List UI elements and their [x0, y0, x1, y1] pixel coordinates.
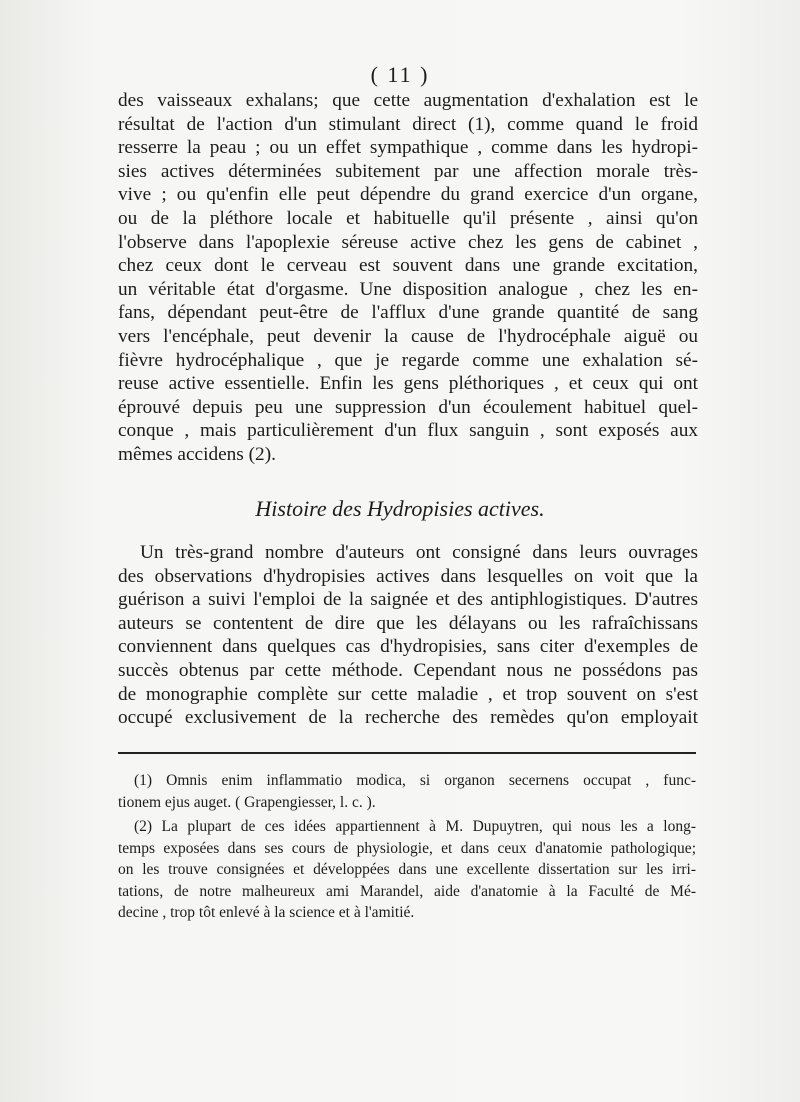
text-line: un véritable état d'orgasme. Une disposition analogue , chez les en-	[118, 278, 698, 300]
text-line: resserre la peau ; ou un effet sympathique , comme dans les hydropi-	[118, 137, 698, 159]
text-line: mêmes accidens (2).	[118, 443, 276, 465]
text-line: éprouvé depuis peu une suppression d'un écoulement habituel quel-	[118, 396, 698, 418]
footnote-line: decine , trop tôt enlevé à la science et à l'amitié.	[118, 904, 415, 921]
text-line: auteurs se contentent de dire que les délayans ou les rafraîchissans	[118, 612, 698, 634]
text-line: occupé exclusivement de la recherche des remèdes qu'on employait	[118, 707, 698, 729]
text-line: résultat de l'action d'un stimulant direct (1), comme quand le froid	[118, 113, 698, 135]
text-line: vers l'encéphale, peut devenir la cause de l'hydrocéphale aiguë ou	[118, 325, 698, 347]
text-line: des vaisseaux exhalans; que cette augmentation d'exhalation est le	[118, 90, 698, 111]
footnotes	[118, 770, 696, 924]
text-line: vive ; ou qu'enfin elle peut dépendre du grand exercice d'un organe,	[118, 184, 698, 206]
footnote-1	[118, 770, 696, 813]
text-line: conque , mais particulièrement d'un flux sanguin , sont exposés aux	[118, 420, 698, 442]
text-line: des observations d'hydropisies actives dans lesquelles on voit que la	[118, 565, 698, 587]
text-line: sies actives déterminées subitement par une affection morale très-	[118, 160, 698, 182]
footnote-line: tionem ejus auget. ( Grapengiesser, l. c. ).	[118, 793, 376, 811]
footnote-divider	[118, 752, 696, 754]
paragraph-1	[118, 89, 698, 467]
page-number: ( 11 )	[370, 62, 430, 87]
footnote-line: (2) La plupart de ces idées appartiennent à M. Dupuytren, qui nous les a long-	[134, 818, 696, 835]
text-line: fièvre hydrocéphalique , que je regarde comme une exhalation sé-	[118, 349, 698, 371]
paragraph-2	[118, 541, 698, 730]
footnote-line: temps exposées dans ses cours de physiologie, et dans ceux d'anatomie pathologique;	[118, 839, 696, 857]
text-line: l'observe dans l'apoplexie séreuse active chez les gens de cabinet ,	[118, 231, 698, 253]
text-line: ou de la pléthore locale et habituelle qu'il présente , ainsi qu'on	[118, 207, 698, 229]
text-line: Un très-grand nombre d'auteurs ont consigné dans leurs ouvrages	[140, 542, 698, 563]
text-line: de monographie complète sur cette maladie , et trop souvent on s'est	[118, 683, 698, 705]
section-heading: Histoire des Hydropisies actives.	[255, 496, 545, 521]
footnote-line: tations, de notre malheureux ami Marandel, aide d'anatomie à la Faculté de Mé-	[118, 882, 696, 900]
text-line: chez ceux dont le cerveau est souvent dans une grande excitation,	[118, 255, 698, 277]
footnote-line: (1) Omnis enim inflammatio modica, si organon secernens occupat , func-	[134, 772, 696, 789]
footnote-2	[118, 816, 696, 924]
text-line: reuse active essentielle. Enfin les gens pléthoriques , et ceux qui ont	[118, 373, 698, 395]
footnote-line: on les trouve consignées et développées dans une excellente dissertation sur les irri-	[118, 861, 696, 878]
text-line: guérison a suivi l'emploi de la saignée et des antiphlogistiques. D'autres	[118, 589, 698, 611]
text-line: succès obtenus par cette méthode. Cependant nous ne possédons pas	[118, 659, 698, 681]
text-line: fans, dépendant peut-être de l'afflux d'une grande quantité de sang	[118, 302, 698, 324]
text-line: conviennent dans quelques cas d'hydropisies, sans citer d'exemples de	[118, 636, 698, 658]
